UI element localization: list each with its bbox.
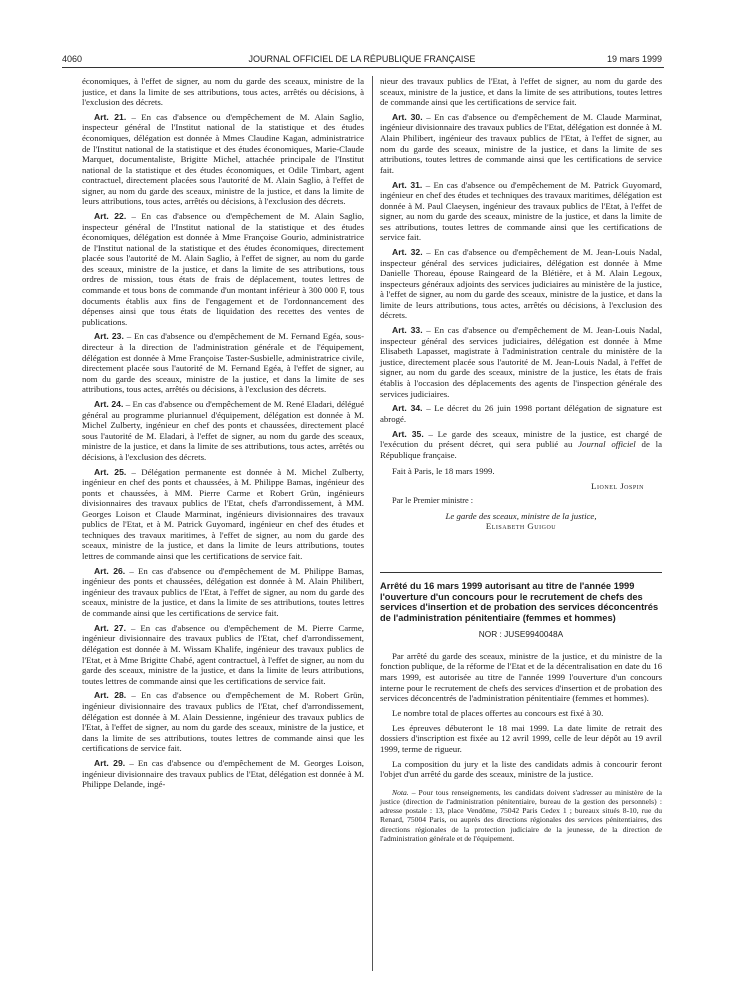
article-label: Art. 23.: [94, 331, 124, 342]
note-label: Nota.: [392, 787, 409, 797]
article-label: Art. 24.: [94, 399, 124, 410]
article: [82, 467, 364, 562]
continued-text: économiques, à l'effet de signer, au nom du garde des sceaux, ministre de la justice, et dans la limite de ses attributions, tous actes, arrêtés ou décisions, à l'exclusion des décrets.: [82, 76, 364, 108]
decree-paragraph: Les épreuves débuteront le 18 mai 1999. La date limite de retrait des dossiers d'inscription est fixée au 12 avril 1999, celle de leur dépôt au 19 avril 1999, terme de rigueur.: [380, 722, 662, 754]
decree-paragraph: La composition du jury et la liste des candidats admis à concourir feront l'objet d'un arrêté du garde des sceaux, ministre de la justice.: [380, 758, 662, 780]
article-label: Art. 21.: [94, 111, 127, 122]
decree-note: [380, 788, 662, 843]
article: [82, 690, 364, 753]
article-label: Art. 29.: [94, 758, 126, 769]
article-text: – En cas d'absence ou d'empêchement de M. Georges Loison, ingénieur divisionnaire des travaux publics de l'Etat, délégation est donnée à M. Philippe Delande, ingé-: [82, 758, 364, 790]
article-text: – En cas d'absence ou d'empêchement de M. Robert Grün, ingénieur divisionnaire des travaux publics de l'Etat, chef d'arrondissement, délégation est donnée à M. Alain Dessienne, ingénieur des travaux publics de l'Etat, à l'effet de signer, au nom du garde des sceaux, ministre de la justice, et dans la limite de ses attributions, toutes lettres de commande ainsi que les certifications de service fait.: [82, 690, 364, 754]
article-label: Art. 35.: [392, 428, 424, 439]
article-text: – En cas d'absence ou d'empêchement de M. René Eladari, délégué général au programme pluriannuel d'équipement, délégation est donnée à M. Michel Zulberty, ingénieur en chef des ponts et chaussées, directement placé sous l'autorité de M. Eladari, à l'effet de signer, au nom du garde des sceaux, ministre de la justice, et dans la limite de ses attributions, tous actes, arrêtés ou décisions, à l'exclusion des décrets.: [82, 399, 364, 462]
article-label: Art. 30.: [392, 111, 423, 122]
column-divider: [372, 76, 373, 971]
article-label: Art. 27.: [94, 622, 126, 633]
article-label: Art. 22.: [94, 211, 127, 222]
article-label: Art. 26.: [94, 565, 126, 576]
article-label: Art. 34.: [392, 403, 423, 414]
article: [82, 112, 364, 207]
article-text: – En cas d'absence ou d'empêchement de M. Pierre Carme, ingénieur divisionnaire des travaux publics de l'Etat, chef d'arrondissement, délégation est donnée à M. Wissam Khalife, ingénieur des travaux publics de l'Etat, et à Mme Brigitte Chabé, agent contractuel, à l'effet de signer, au nom du garde des sceaux, ministre de la justice, et dans la limite de leurs attributions, toutes lettres de commande ainsi que les certifications de service fait.: [82, 622, 364, 686]
issue-date: 19 mars 1999: [606, 54, 662, 64]
minister-title: Le garde des sceaux, ministre de la justice,: [445, 510, 597, 521]
journal-title: JOURNAL OFFICIEL DE LA RÉPUBLIQUE FRANÇAISE: [248, 54, 476, 64]
article: [82, 566, 364, 619]
decree-paragraph: Le nombre total de places offertes au concours est fixé à 30.: [392, 707, 604, 718]
decree-title: Arrêté du 16 mars 1999 autorisant au titre de l'année 1999 l'ouverture d'un concours pour le recrutement de chefs des services d'insertion et de probation des services déconcentrés de l'administration pénitentiaire (femmes et hommes): [380, 581, 659, 623]
article: [82, 331, 364, 394]
article: [380, 403, 662, 424]
article-text: – En cas d'absence ou d'empêchement de M. Fernand Egéa, sous-directeur à la direction de l'administration générale et de l'équipement, délégation est donnée à Mme Françoise Taster-Susbielle, administratrice civile, directement placée sous l'autorité de M. Fernand Egéa, à l'effet de signer, au nom du garde des sceaux, ministre de la justice, et dans la limite de ses attributions, tous actes, arrêtés ou décisions, à l'exclusion des décrets.: [82, 331, 364, 395]
header-rule: [62, 67, 664, 68]
decree-paragraph: Par arrêté du garde des sceaux, ministre de la justice, et du ministre de la fonction publique, de la réforme de l'Etat et de la décentralisation en date du 16 mars 1999, est autorisée au titre de l'année 1999 l'ouverture d'un concours interne pour le recrutement de chefs des services d'insertion et de probation des services déconcentrés de l'administration pénitentiaire (femmes et hommes).: [380, 650, 662, 704]
section-separator: [380, 572, 662, 573]
article-text-tail: de la République française.: [380, 439, 662, 460]
article-text: – Le décret du 26 juin 1998 portant délégation de signature est abrogé.: [380, 403, 662, 424]
article: [82, 758, 364, 790]
right-column: [380, 76, 662, 847]
article-text: – En cas d'absence ou d'empêchement de M. Jean-Louis Nadal, inspecteur général des services judiciaires, délégation est donnée à Mme Danielle Thoreau, épouse Raingeard de la Blétière, et à M. Alain Legoux, inspecteurs généraux adjoints des services judiciaires au ministère de la justice, à l'effet de signer, au nom du garde des sceaux, ministre de la justice, et dans la limite de leurs attributions, tous actes, arrêtés ou décisions, à l'exclusion des décrets.: [380, 247, 662, 321]
article: [380, 180, 662, 243]
article-text: – En cas d'absence ou d'empêchement de M. Patrick Guyomard, ingénieur en chef des études et techniques des travaux maritimes, délégation est donnée à M. Paul Claeysen, ingénieur des travaux publics de l'Etat, à l'effet de signer, au nom du garde des sceaux, ministre de la justice, et dans la limite de ses attributions, toutes lettres de commande ainsi que les certifications de service fait.: [380, 179, 662, 243]
article-label: Art. 33.: [392, 325, 423, 336]
article-label: Art. 31.: [392, 179, 423, 190]
article-text: – En cas d'absence ou d'empêchement de M. Alain Saglio, inspecteur général de l'Institut national de la statistique et des études économiques, délégation est donnée à Mmes Claudine Kagan, administratrice de l'Institut national de la statistique et des études économiques, Marie-Claude Marquet, documentaliste, Brigitte Michel, attachée principale de l'Institut national de la statistique et des études économiques, et Odile Timbart, agent contractuel, directement placées sous l'autorité de M. Alain Saglio, à l'effet de signer, au nom du garde des sceaux, ministre de la justice, et dans la limite de leurs attributions, tous actes, arrêtés ou décisions, à l'exclusion des décrets.: [82, 111, 364, 207]
article-text: – En cas d'absence ou d'empêchement de M. Philippe Bamas, ingénieur des ponts et chaussées, délégation est donnée à M. Alain Philibert, ingénieur des travaux publics de l'Etat, à l'effet de signer, au nom du garde des sceaux, ministre de la justice, et dans la limite de ses attributions, toutes lettres de commande ainsi que les certifications de service fait.: [82, 565, 364, 619]
article-text: – En cas d'absence ou d'empêchement de M. Jean-Louis Nadal, inspecteur général des services judiciaires, délégation est donnée à Mme Elisabeth Lapasset, magistrate à l'administration centrale du ministère de la justice, directement placée sous l'autorité de M. Jean-Louis Nadal, à l'effet de signer, au nom du garde des sceaux, ministre de la justice, les états de frais établis à l'occasion des déplacements des agents de l'inspection générale des services judiciaires.: [380, 325, 662, 399]
article-label: Art. 25.: [94, 466, 127, 477]
article: [82, 399, 364, 462]
article: [82, 623, 364, 686]
minister-signature: Elisabeth Guigou: [485, 521, 557, 532]
article-label: Art. 32.: [392, 247, 423, 258]
article-text: – En cas d'absence ou d'empêchement de M. Alain Saglio, inspecteur général de l'Institut national de la statistique et des études économiques, délégation est donnée à Mme Françoise Gourio, administratrice de l'Institut national de la statistique et des études économiques, directement placée sous l'autorité de M. Alain Saglio, à l'effet de signer, au nom du garde des sceaux, ministre de la justice, et dans la limite de ses attributions, tous ordres de mission, tous états de frais de déplacement, toutes lettres de commande et tous bons de commande d'un montant inférieur à 300 000 F, tous documents établis aux fins de l'engagement et de l'ordonnancement des dépenses ainsi que tous états de liquidation des recettes des ventes de publications.: [82, 211, 364, 327]
page-header: [62, 54, 662, 66]
continued-text: nieur des travaux publics de l'Etat, à l'effet de signer, au nom du garde des sceaux, ministre de la justice, et dans la limite de ses attributions, toutes lettres de commande ainsi que les certifications de service fait.: [380, 76, 662, 108]
nor-reference: NOR : JUSE9940048A: [478, 629, 564, 640]
article-label: Art. 28.: [94, 690, 127, 701]
article: [380, 325, 662, 399]
article: [380, 429, 662, 461]
by-line: Par le Premier ministre :: [392, 496, 474, 506]
left-column: [82, 76, 364, 984]
prime-minister-signature: Lionel Jospin: [591, 481, 644, 492]
article-text: – En cas d'absence ou d'empêchement de M. Claude Marminat, ingénieur divisionnaire des travaux publics de l'Etat, délégation est donnée à M. Alain Philibert, ingénieur des travaux publics de l'Etat, à l'effet de signer, au nom du garde des sceaux, ministre de la justice, et dans la limite de ses attributions, toutes lettres de commande ainsi que les certifications de service fait.: [380, 111, 662, 175]
journal-name: Journal officiel: [578, 439, 636, 450]
note-text: – Pour tous renseignements, les candidats doivent s'adresser au ministère de la justice (direction de l'administration pénitentiaire, bureau de la gestion des personnels) : adresse postale : 13, place Vendôme, 75042 Paris Cedex 1 ; bureaux situés 8-10, rue du Renard, 75004 Paris, ou auprès des directions régionales des services pénitentiaires, des directions régionales de la protection judiciaire de la jeunesse, de la direction de l'administration générale et de l'équipement.: [380, 787, 662, 843]
article-text: – Délégation permanente est donnée à M. Michel Zulberty, ingénieur en chef des ponts et chaussées, à M. Philippe Bamas, ingénieur des ponts et chaussées, à MM. Pierre Carme et Robert Grün, ingénieurs divisionnaires des travaux publics de l'Etat, chefs d'arrondissement, à MM. Georges Loison et Claude Marminat, ingénieurs divisionnaires des travaux publics de l'Etat, et à M. Patrick Guyomard, ingénieur en chef des études et techniques des travaux maritimes, à l'effet de signer, au nom du garde des sceaux, ministre de la justice, et dans la limite de leurs attributions, toutes lettres de commande ainsi que les certifications de service fait.: [82, 466, 364, 561]
article: [380, 247, 662, 321]
place-date: Fait à Paris, le 18 mars 1999.: [392, 466, 495, 477]
article-text: – Le garde des sceaux, ministre de la justice, est chargé de l'exécution du présent décret, qui sera publié au: [380, 428, 662, 450]
article: [380, 112, 662, 175]
article: [82, 211, 364, 327]
page-number: 4060: [62, 54, 83, 64]
